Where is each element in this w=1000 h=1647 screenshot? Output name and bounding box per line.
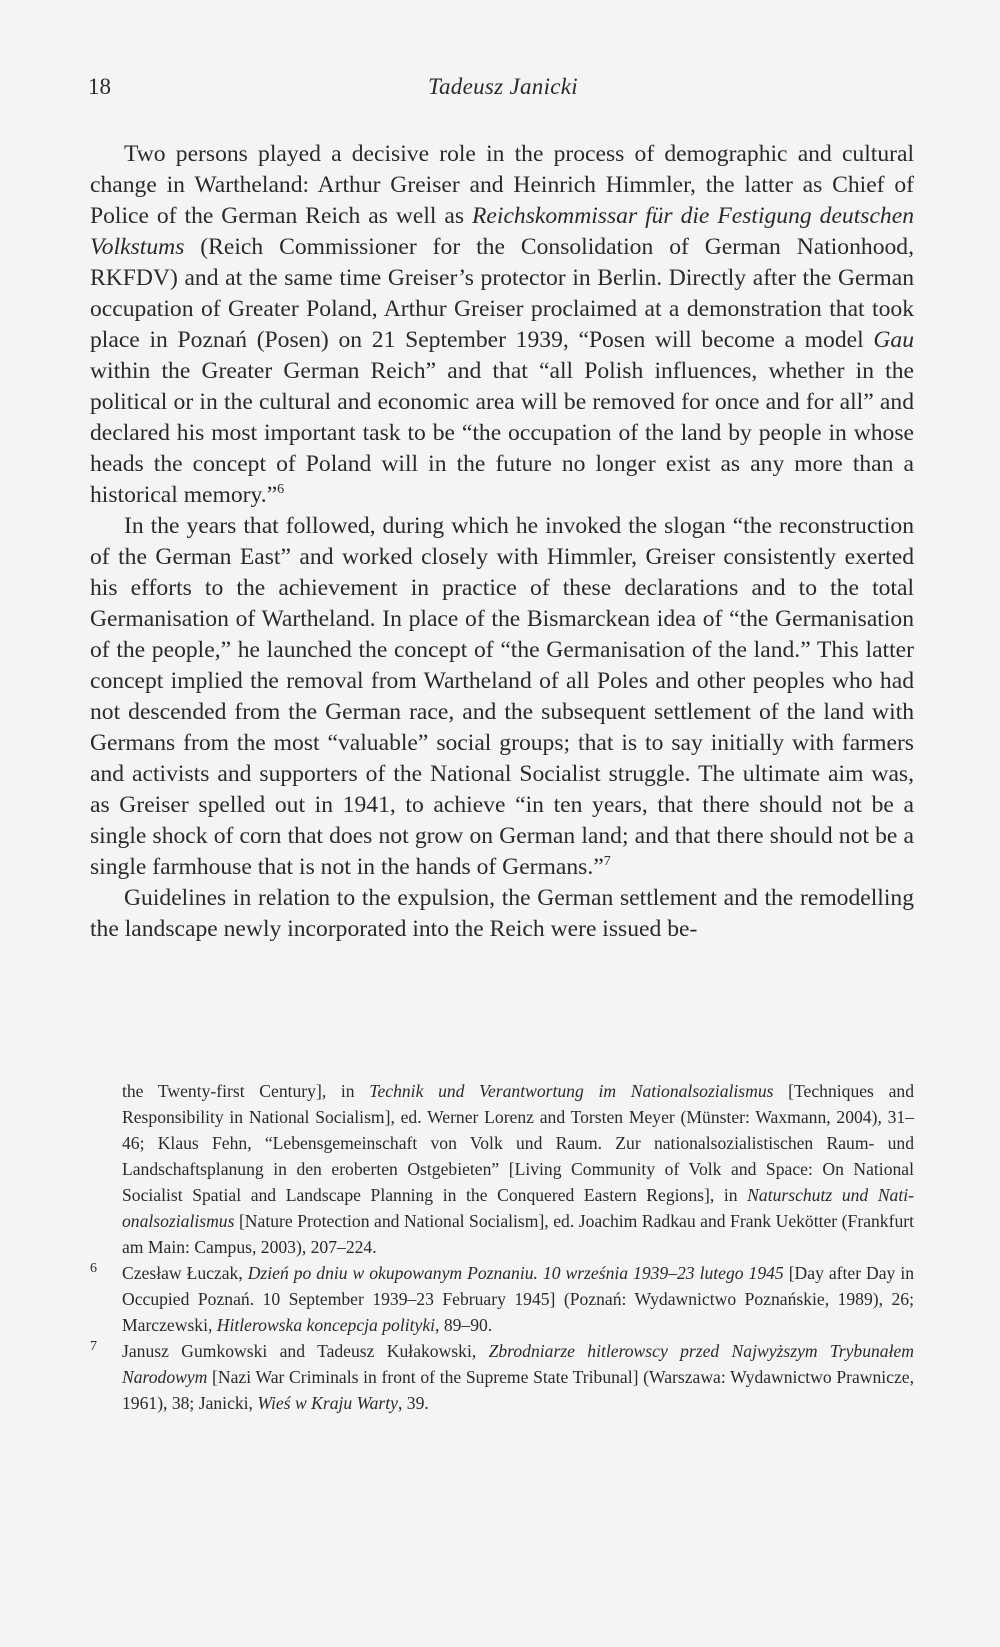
footnote-reference: 6 bbox=[277, 482, 285, 497]
paragraph: Guidelines in relation to the expulsion, the German settlement and the remodelling the landscape newly incorporated into the Reich were issued be- bbox=[90, 885, 914, 942]
paragraph: Two persons played a decisive role in the process of demographic and cultural change in Wartheland: Arthur Greiser and Heinrich Himmler, the latter as Chief of Police of the German Reich as well as Reichskommissar für die Festigung deutschen Volkstums (Reich Commissioner for the Consolidation of German Nationhood, RKFDV) and at the same time Greiser’s protector in Berlin. Directly after the German occupation of Greater Poland, Arthur Greiser proclaimed at a demonstration that took place in Poznań (Posen) on 21 September 1939, “Posen will become a model Gau within the Greater German Reich” and that “all Polish influences, whether in the political or in the cultural and economic area will be removed for once and for all” and declared his most important task to be “the occupation of the land by people in whose heads the concept of Poland will in the future no longer exist as any more than a historical memory.”$^6$ bbox=[90, 141, 914, 508]
running-title: Tadeusz Janicki bbox=[428, 74, 578, 99]
body-text bbox=[90, 139, 914, 945]
running-head bbox=[88, 74, 918, 114]
paragraph: In the years that followed, during which he invoked the slogan “the reconstruction of the German East” and worked closely with Himmler, Greiser consistently exerted his efforts to the achievement in practice of these declarations and to the total Germanisation of Wartheland. In place of the Bismarckean idea of “the Germanisation of the people,” he launched the concept of “the Germanisation of the land.” This latter concept implied the removal from Wartheland of all Poles and other peoples who had not descended from the German race, and the subsequent settlement of the land with Germans from the most “valuable” social groups; that is to say initially with farmers and activists and supporters of the National Socialist struggle. The ultimate aim was, as Greiser spelled out in 1941, to achieve “in ten years, that there should not be a single shock of corn that does not grow on German land; and that there should not be a single farmhouse that is not in the hands of Germans.”$^7$ bbox=[90, 513, 914, 880]
footnote-7: 7 Janusz Gumkowski and Tadeusz Kułakowski, Zbrodniarze hitlerowscy przed Najwyższym Trybunałem Narodowym [Nazi War Criminals in front of the Supreme State Tribunal] (Warszawa: Wydawnictwo Prawnicze, 1961), 38; Janicki, Wieś w Kraju Warty, 39. bbox=[122, 1338, 914, 1416]
footnote-continuation: the Twenty-first Century], in Technik und Verantwortung im Nationalsozialismus [Techniques and Responsibility in National Socialism], ed. Werner Lorenz and Torsten Meyer (Münster: Waxmann, 2004), 31–46; Klaus Fehn, “Lebensgemeinschaft von Volk und Raum. Zur nationalsozialistischen Raum- und Landschaftsplanung in den eroberten Ostgebieten” [Living Community of Volk and Space: On National Socialist Spatial and Landscape Planning in the Conquered Eastern Regions], in Naturschutz und Nationalsozialismus [Nature Protection and National Socialism], ed. Joachim Radkau and Frank Uekötter (Frankfurt am Main: Campus, 2003), 207–224. bbox=[122, 1081, 914, 1257]
footnotes bbox=[90, 1078, 914, 1416]
footnote-mark: 7 bbox=[90, 1339, 97, 1354]
footnote-6: 6 Czesław Łuczak, Dzień po dniu w okupowanym Poznaniu. 10 września 1939–23 lutego 1945 [Day after Day in Occupied Poznań. 10 September 1939–23 February 1945] (Poznań: Wydawnictwo Poznańskie, 1989), 26; Marczewski, Hitlerowska koncepcja polityki, 89–90. bbox=[122, 1260, 914, 1338]
footnote-mark: 6 bbox=[90, 1261, 97, 1276]
page-number: 18 bbox=[88, 74, 111, 99]
footnote-reference: 7 bbox=[603, 854, 611, 869]
